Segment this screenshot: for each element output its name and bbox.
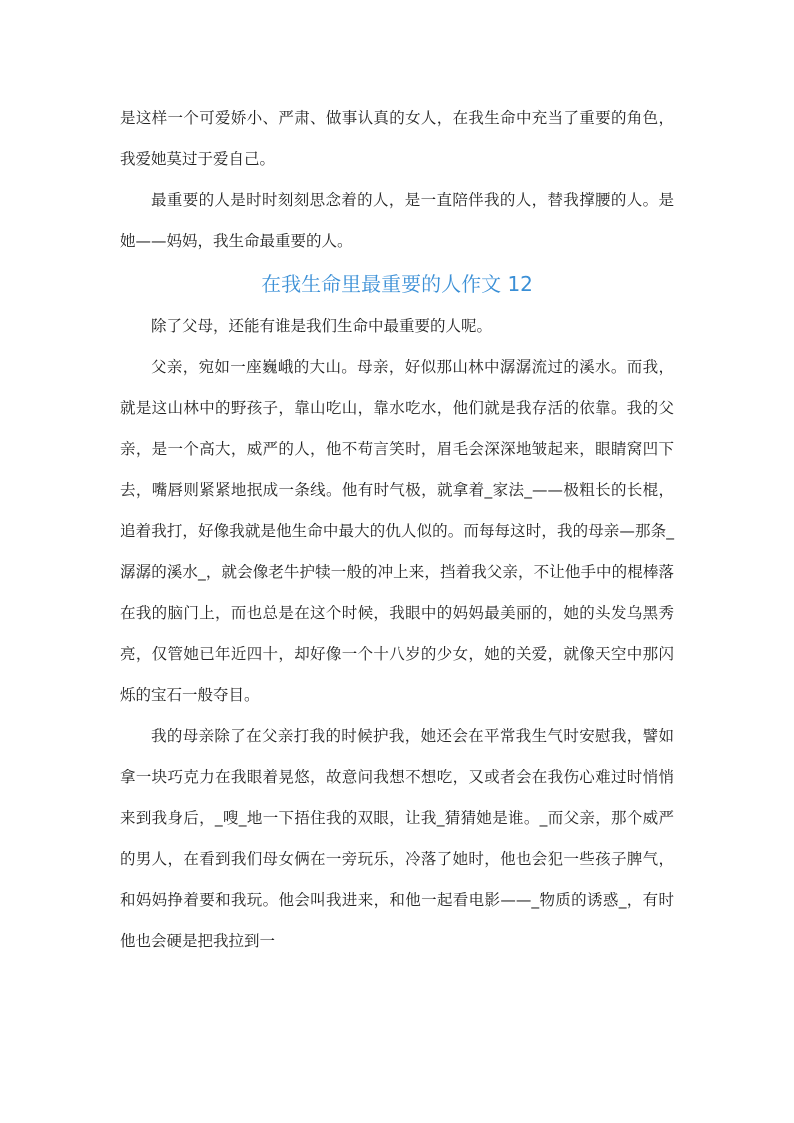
- paragraph-closing: 最重要的人是时时刻刻思念着的人，是一直陪伴我的人，替我撑腰的人。是她——妈妈，我生命最重要的人。: [120, 191, 674, 250]
- paragraph-3: 我的母亲除了在父亲打我的时候护我，她还会在平常我生气时安慰我，譬如拿一块巧克力在我眼着晃悠，故意问我想不想吃，又或者会在我伤心难过时悄悄来到我身后，_嗖_地一下捂住我的双眼，让我_猜猜她是谁。_而父亲，那个威严的男人，在看到我们母女俩在一旁玩乐，冷落了她时，他也会犯一些孩子脾气，和妈妈挣着要和我玩。他会叫我进来，和他一起看电影——_物质的诱惑_，有时他也会硬是把我拉到一: [120, 727, 674, 950]
- paragraph-continued: 是这样一个可爱娇小、严肃、做事认真的女人，在我生命中充当了重要的角色，我爱她莫过于爱自己。: [120, 109, 674, 168]
- paragraph-1: 除了父母，还能有谁是我们生命中最重要的人呢。: [151, 317, 493, 335]
- document-page: [120, 98, 674, 962]
- essay-heading: 在我生命里最重要的人作文 12: [261, 272, 533, 296]
- paragraph-2: 父亲，宛如一座巍峨的大山。母亲，好似那山林中潺潺流过的溪水。而我，就是这山林中的野孩子，靠山吃山，靠水吃水，他们就是我存活的依靠。我的父亲，是一个高大，威严的人，他不苟言笑时，眉毛会深深地皱起来，眼睛窝凹下去，嘴唇则紧紧地抿成一条线。他有时气极，就拿着_家法_——极粗长的长棍，追着我打，好像我就是他生命中最大的仇人似的。而每每这时，我的母亲—那条_潺潺的溪水_，就会像老牛护犊一般的冲上来，挡着我父亲，不让他手中的棍棒落在我的脑门上，而也总是在这个时候，我眼中的妈妈最美丽的，她的头发乌黑秀亮，仅管她已年近四十，却好像一个十八岁的少女，她的关爱，就像天空中那闪烁的宝石一般夺目。: [120, 358, 674, 704]
